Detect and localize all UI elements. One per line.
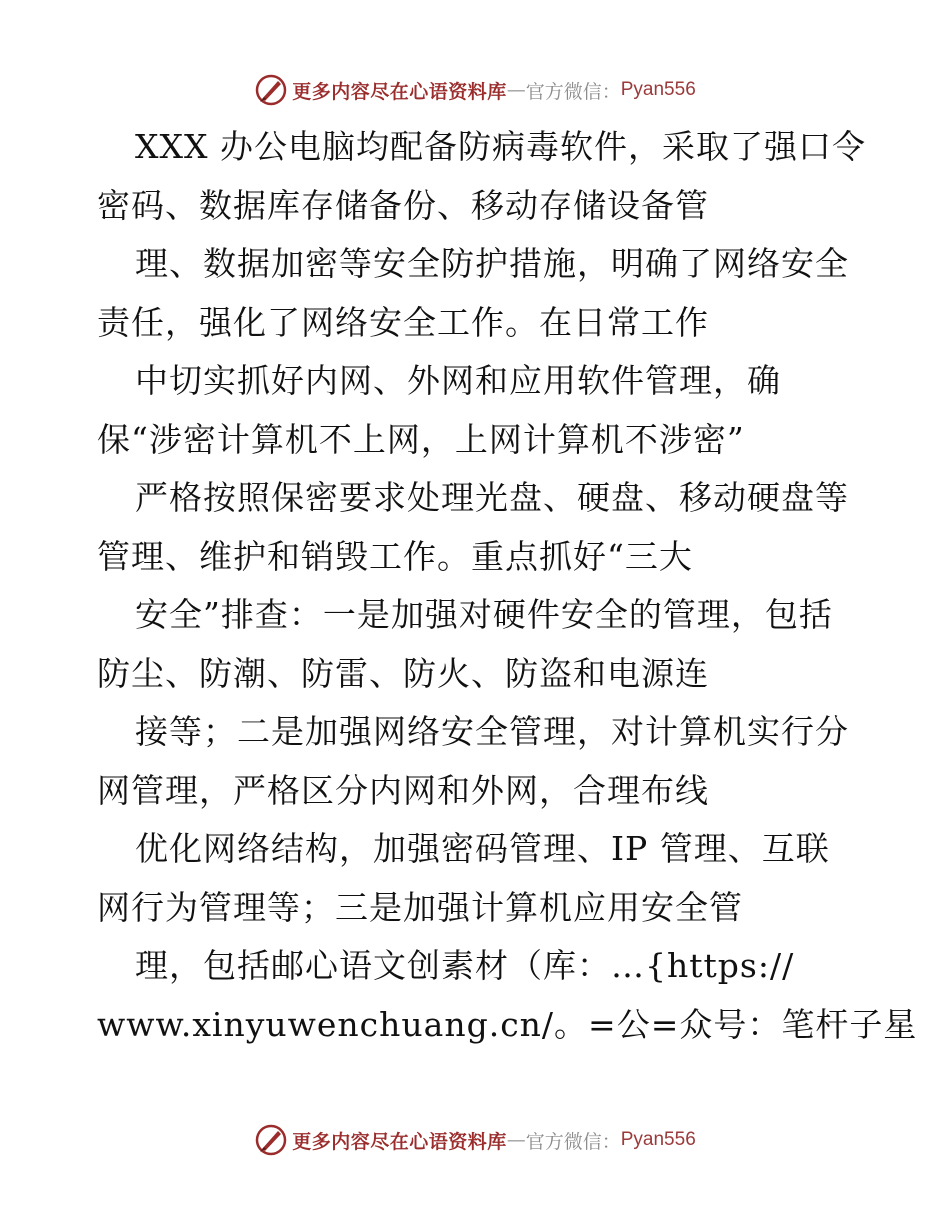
body-line: 密码、数据库存储备份、移动存储设备管 (97, 185, 709, 225)
feather-pen-icon (254, 73, 288, 107)
banner-separator: — (506, 1129, 526, 1151)
body-line: 理、数据加密等安全防护措施，明确了网络安全 (135, 244, 849, 283)
body-line: 责任，强化了网络安全工作。在日常工作 (97, 302, 709, 342)
body-line: 管理、维护和销毁工作。重点抓好“三大 (97, 536, 693, 576)
body-line: 保“涉密计算机不上网，上网计算机不涉密” (97, 419, 745, 459)
body-line: 严格按照保密要求处理光盘、硬盘、移动硬盘等 (135, 478, 849, 517)
body-line: 网行为管理等；三是加强计算机应用安全管 (97, 887, 743, 927)
wechat-label: 官方微信： (525, 1130, 621, 1153)
brand-text: 更多内容尽在心语资料库 (292, 1130, 507, 1153)
brand-text: 更多内容尽在心语资料库 (292, 80, 507, 103)
wechat-id: Pyan556 (620, 79, 696, 100)
body-line: 中切实抓好内网、外网和应用软件管理，确 (135, 361, 781, 400)
header-banner (0, 70, 950, 110)
banner-separator: — (506, 79, 526, 101)
body-line: 优化网络结构，加强密码管理、IP 管理、互联 (135, 829, 830, 868)
body-line: 接等；二是加强网络安全管理，对计算机实行分 (135, 712, 849, 751)
footer-banner (0, 1120, 950, 1160)
body-line: 安全”排查：一是加强对硬件安全的管理，包括 (135, 595, 833, 634)
body-line: XXX 办公电脑均配备防病毒软件，采取了强口令 (135, 127, 866, 166)
body-line: 网管理，严格区分内网和外网，合理布线 (97, 770, 709, 810)
body-line: 防尘、防潮、防雷、防火、防盗和电源连 (97, 653, 709, 693)
body-line: 理，包括邮心语文创素材（库：…{https:// (135, 946, 795, 985)
feather-pen-icon (254, 1123, 288, 1157)
body-line: www.xinyuwenchuang.cn/。=公=众号：笔杆子星 (97, 1004, 918, 1044)
wechat-id: Pyan556 (620, 1129, 696, 1150)
wechat-label: 官方微信： (525, 80, 621, 103)
document-body (97, 118, 918, 1054)
